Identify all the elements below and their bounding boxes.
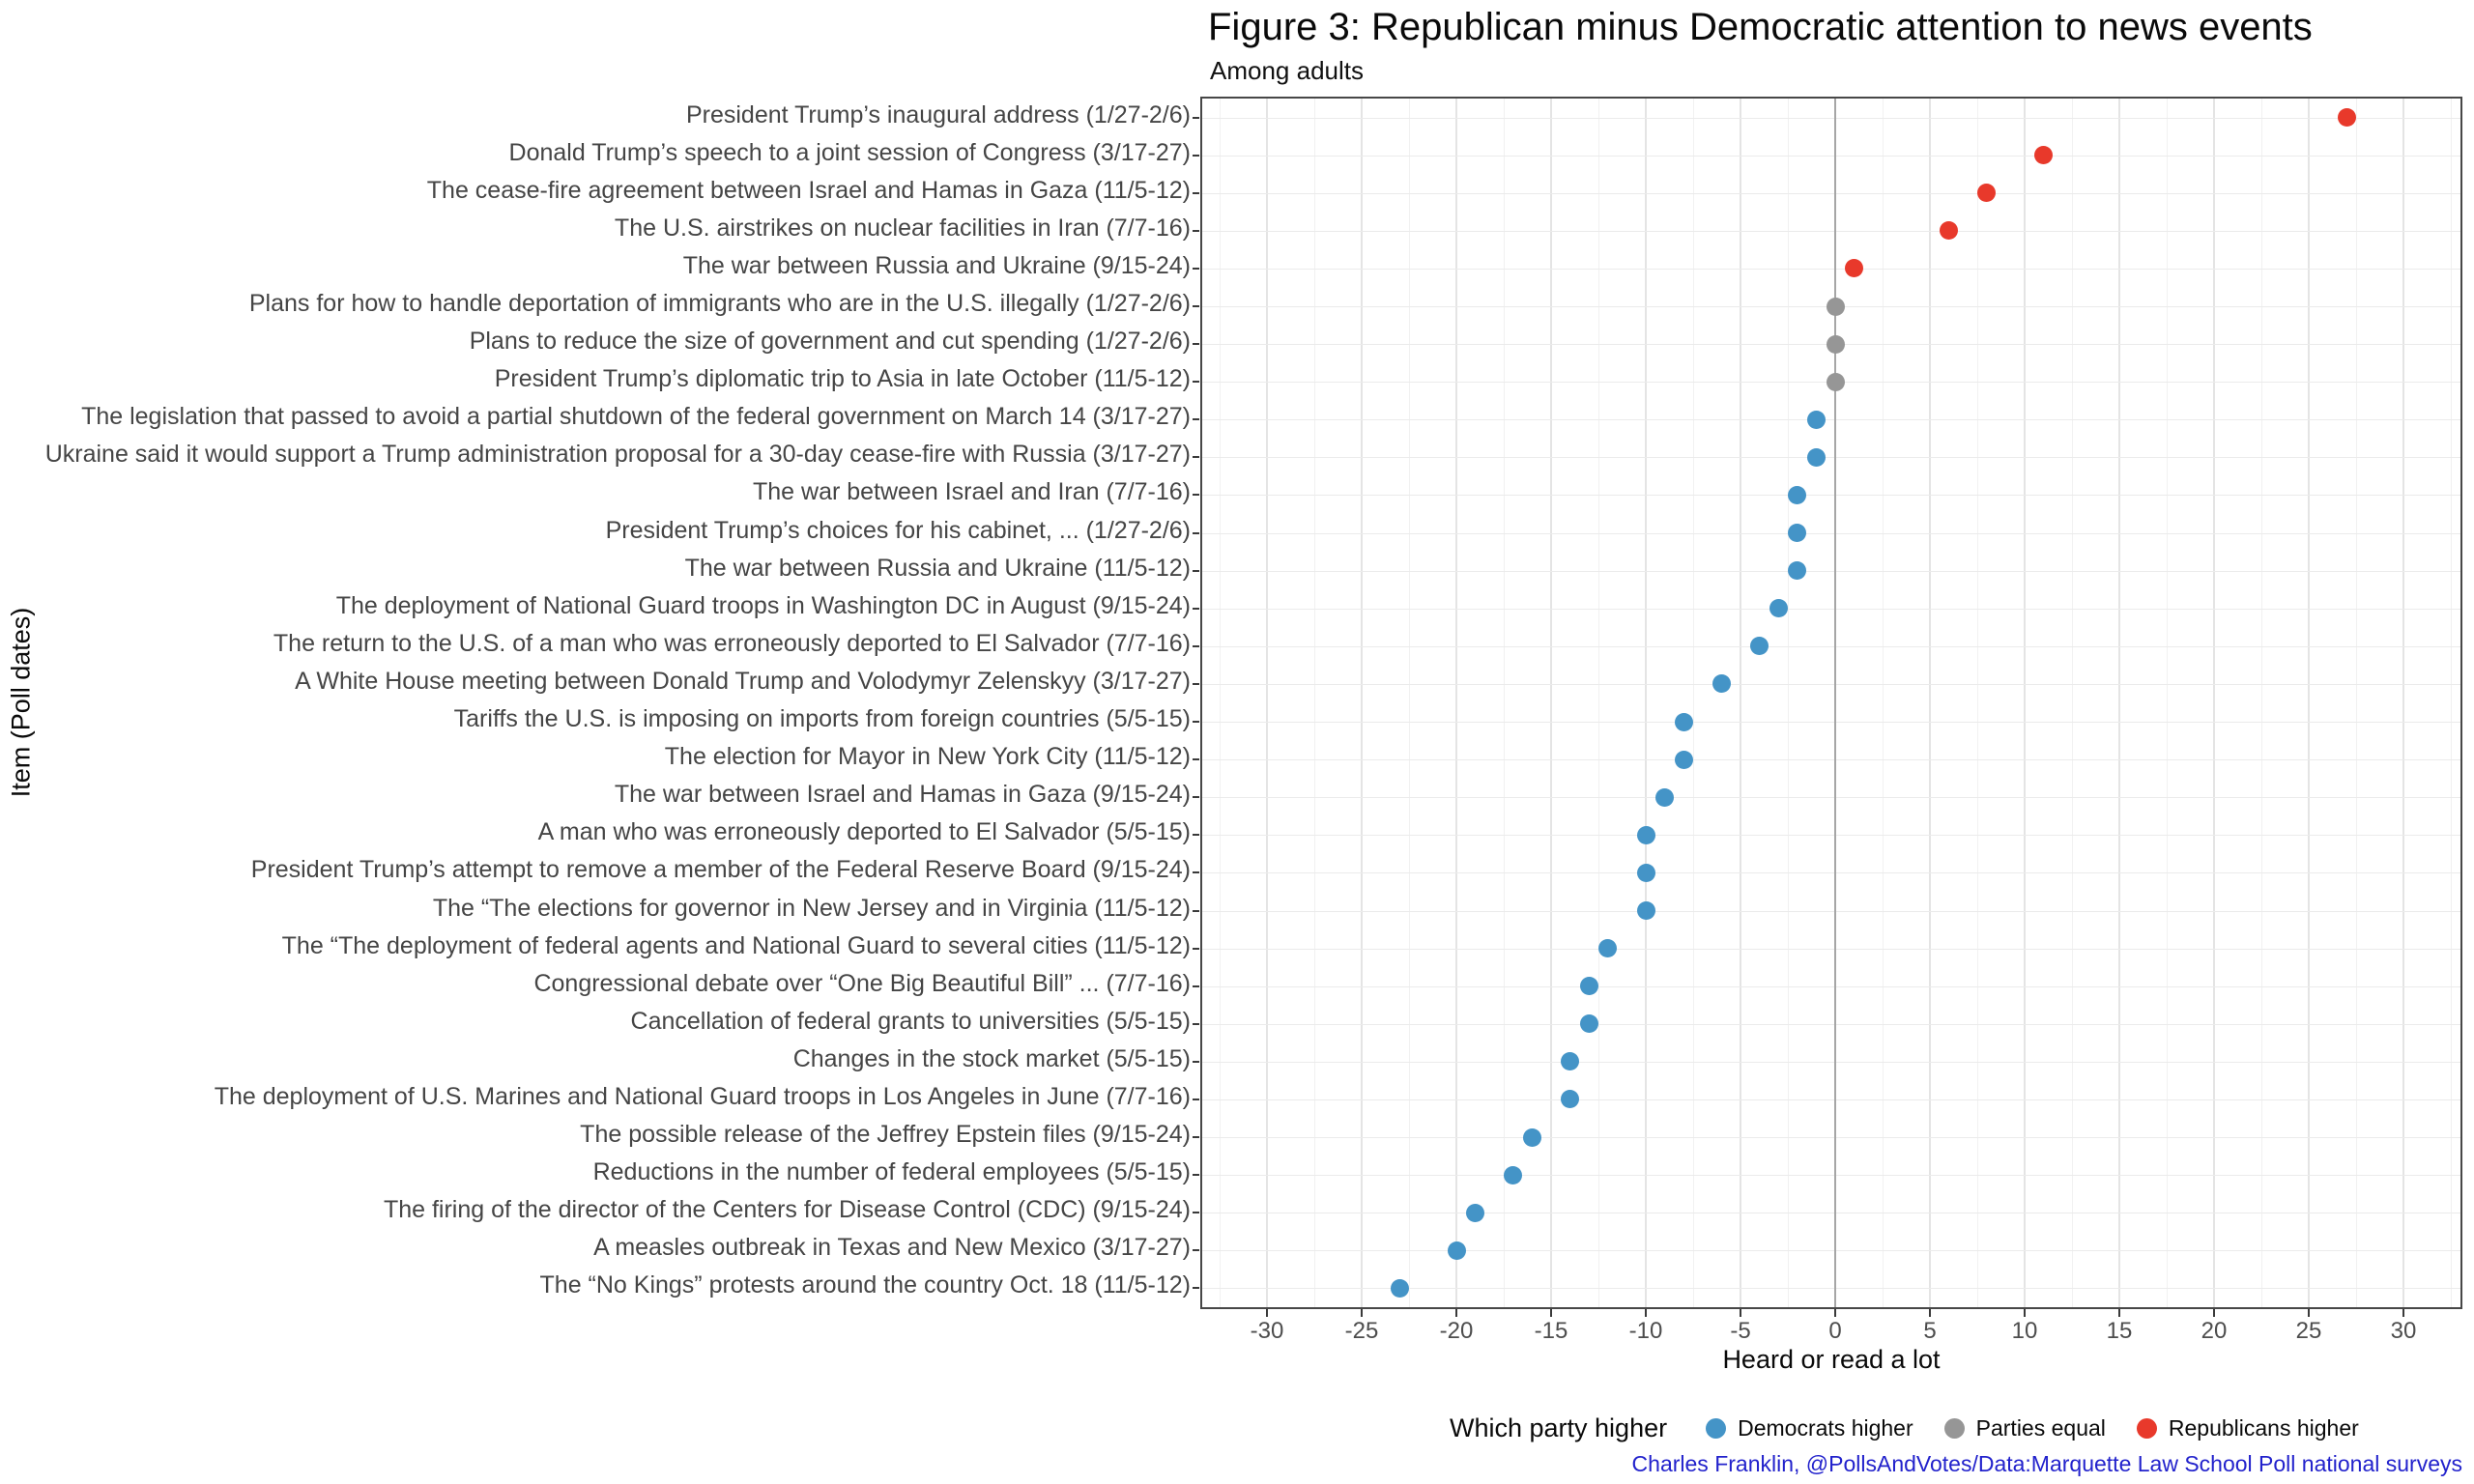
legend-label: Democrats higher: [1738, 1414, 1913, 1441]
data-point: [1807, 448, 1826, 467]
y-tick-mark: [1193, 494, 1199, 496]
item-label: The “The elections for governor in New Jersey and in Virginia (11/5-12): [432, 894, 1191, 922]
gridline-horizontal: [1202, 457, 2460, 458]
x-tick-label: 30: [2390, 1318, 2417, 1344]
data-point: [2338, 108, 2356, 127]
gridline-minor: [1220, 99, 1221, 1307]
gridline-horizontal: [1202, 419, 2460, 420]
y-tick-mark: [1193, 192, 1199, 194]
y-tick-mark: [1193, 1099, 1199, 1100]
y-tick-mark: [1193, 910, 1199, 912]
gridline-major: [2118, 99, 2120, 1307]
gridline-horizontal: [1202, 231, 2460, 232]
item-label: The “No Kings” protests around the country Oct. 18 (11/5-12): [539, 1271, 1191, 1299]
y-tick-mark: [1193, 1061, 1199, 1063]
gridline-major: [2213, 99, 2215, 1307]
gridline-minor: [2072, 99, 2073, 1307]
gridline-horizontal: [1202, 911, 2460, 912]
data-point: [1580, 977, 1598, 995]
x-tick-mark: [1834, 1309, 1836, 1317]
gridline-horizontal: [1202, 797, 2460, 798]
y-tick-mark: [1193, 683, 1199, 685]
data-point: [1788, 486, 1806, 504]
gridline-horizontal: [1202, 609, 2460, 610]
data-point: [1788, 524, 1806, 542]
item-label: The war between Israel and Hamas in Gaza (9/15-24): [614, 781, 1191, 809]
item-label: The war between Russia and Ukraine (9/15-24): [682, 251, 1191, 279]
legend-label: Parties equal: [1975, 1414, 2106, 1441]
gridline-major: [2402, 99, 2404, 1307]
x-tick-mark: [2308, 1309, 2310, 1317]
gridline-horizontal: [1202, 156, 2460, 157]
data-point: [1750, 637, 1769, 655]
gridline-horizontal: [1202, 1175, 2460, 1176]
y-tick-mark: [1193, 834, 1199, 836]
x-tick-mark: [2024, 1309, 2026, 1317]
data-point: [2034, 146, 2053, 164]
data-point: [1827, 373, 1845, 391]
x-tick-label: 25: [2295, 1318, 2322, 1344]
plot-panel: [1200, 97, 2462, 1309]
item-label: Plans to reduce the size of government and cut spending (1/27-2/6): [469, 328, 1191, 356]
x-tick-mark: [1455, 1309, 1457, 1317]
data-point: [1448, 1241, 1466, 1260]
data-point: [1712, 674, 1731, 693]
item-label: Tariffs the U.S. is imposing on imports from foreign countries (5/5-15): [453, 705, 1191, 733]
y-tick-mark: [1193, 645, 1199, 647]
zero-line: [1834, 99, 1836, 1307]
item-label: The firing of the director of the Centers for Disease Control (CDC) (9/15-24): [383, 1196, 1191, 1224]
data-point: [1561, 1052, 1579, 1070]
gridline-horizontal: [1202, 872, 2460, 873]
data-point: [1504, 1166, 1522, 1184]
y-tick-mark: [1193, 948, 1199, 950]
gridline-horizontal: [1202, 571, 2460, 572]
x-tick-mark: [1266, 1309, 1268, 1317]
y-tick-mark: [1193, 1287, 1199, 1289]
x-tick-label: -5: [1730, 1318, 1751, 1344]
gridline-major: [1645, 99, 1647, 1307]
item-label: The possible release of the Jeffrey Epstein files (9/15-24): [580, 1121, 1191, 1149]
data-point: [1845, 259, 1863, 277]
data-point: [1675, 751, 1693, 769]
gridline-horizontal: [1202, 759, 2460, 760]
y-tick-mark: [1193, 230, 1199, 232]
figure-title: Figure 3: Republican minus Democratic attention to news events: [1208, 6, 2313, 48]
y-tick-mark: [1193, 1136, 1199, 1138]
item-label: The election for Mayor in New York City (11/5-12): [664, 743, 1191, 771]
item-label: President Trump’s attempt to remove a member of the Federal Reserve Board (9/15-24): [250, 856, 1191, 884]
gridline-horizontal: [1202, 533, 2460, 534]
item-label: The return to the U.S. of a man who was erroneously deported to El Salvador (7/7-16): [273, 629, 1191, 657]
item-label: Cancellation of federal grants to universities (5/5-15): [630, 1007, 1191, 1035]
gridline-horizontal: [1202, 1099, 2460, 1100]
legend-dot-icon: [2137, 1418, 2157, 1439]
y-axis-title: Item (Poll dates): [6, 607, 36, 798]
y-tick-mark: [1193, 381, 1199, 383]
gridline-minor: [2451, 99, 2452, 1307]
gridline-minor: [1409, 99, 1410, 1307]
gridline-major: [1266, 99, 1268, 1307]
data-point: [1561, 1090, 1579, 1108]
x-tick-label: -15: [1534, 1318, 1568, 1344]
gridline-minor: [1314, 99, 1315, 1307]
x-tick-mark: [2402, 1309, 2404, 1317]
data-point: [1637, 826, 1655, 844]
y-tick-mark: [1193, 1249, 1199, 1251]
data-point: [1807, 411, 1826, 429]
x-tick-label: 10: [2011, 1318, 2038, 1344]
gridline-horizontal: [1202, 1024, 2460, 1025]
item-label: A White House meeting between Donald Trump and Volodymyr Zelenskyy (3/17-27): [295, 667, 1191, 695]
x-tick-mark: [1550, 1309, 1552, 1317]
legend-item: [1944, 1415, 2106, 1441]
x-axis-title: Heard or read a lot: [1722, 1345, 1941, 1374]
x-tick-mark: [1929, 1309, 1931, 1317]
gridline-horizontal: [1202, 835, 2460, 836]
gridline-horizontal: [1202, 118, 2460, 119]
gridline-minor: [1977, 99, 1978, 1307]
x-tick-label: -10: [1628, 1318, 1663, 1344]
item-label: The war between Israel and Iran (7/7-16): [752, 478, 1191, 506]
gridline-minor: [1788, 99, 1789, 1307]
caption: Charles Franklin, @PollsAndVotes/Data:Marquette Law School Poll national surveys: [1631, 1451, 2462, 1476]
x-tick-mark: [2213, 1309, 2215, 1317]
gridline-major: [1740, 99, 1741, 1307]
item-label: The “The deployment of federal agents and National Guard to several cities (11/5-12): [281, 931, 1191, 959]
gridline-horizontal: [1202, 269, 2460, 270]
x-tick-mark: [1361, 1309, 1363, 1317]
item-label: The deployment of U.S. Marines and National Guard troops in Los Angeles in June (7/7-16): [214, 1082, 1191, 1110]
y-tick-mark: [1193, 155, 1199, 157]
x-tick-label: -20: [1439, 1318, 1474, 1344]
item-label: The deployment of National Guard troops in Washington DC in August (9/15-24): [335, 591, 1191, 619]
item-label: President Trump’s inaugural address (1/27-2/6): [685, 100, 1191, 128]
gridline-horizontal: [1202, 1062, 2460, 1063]
gridline-horizontal: [1202, 986, 2460, 987]
x-tick-mark: [2118, 1309, 2120, 1317]
gridline-horizontal: [1202, 495, 2460, 496]
data-point: [1637, 901, 1655, 920]
gridline-horizontal: [1202, 193, 2460, 194]
data-point: [1466, 1204, 1484, 1222]
data-point: [1827, 335, 1845, 354]
x-tick-mark: [1645, 1309, 1647, 1317]
x-tick-mark: [1740, 1309, 1741, 1317]
gridline-major: [2024, 99, 2026, 1307]
y-tick-mark: [1193, 1212, 1199, 1213]
gridline-major: [2308, 99, 2310, 1307]
gridline-minor: [1504, 99, 1505, 1307]
y-tick-mark: [1193, 418, 1199, 420]
y-tick-mark: [1193, 721, 1199, 723]
x-tick-label: 5: [1923, 1318, 1937, 1344]
gridline-minor: [2356, 99, 2357, 1307]
y-tick-mark: [1193, 570, 1199, 572]
gridline-horizontal: [1202, 646, 2460, 647]
legend-item: [1706, 1415, 1913, 1441]
item-label: Donald Trump’s speech to a joint session of Congress (3/17-27): [508, 138, 1191, 166]
y-tick-mark: [1193, 305, 1199, 307]
item-label: Congressional debate over “One Big Beautiful Bill” ... (7/7-16): [533, 969, 1191, 997]
gridline-minor: [1693, 99, 1694, 1307]
gridline-major: [1455, 99, 1457, 1307]
y-tick-mark: [1193, 796, 1199, 798]
legend-item: [2137, 1415, 2359, 1441]
gridline-minor: [1883, 99, 1884, 1307]
gridline-horizontal: [1202, 1250, 2460, 1251]
legend-label: Republicans higher: [2168, 1414, 2359, 1441]
y-axis-labels: [0, 97, 1191, 1309]
data-point: [1637, 864, 1655, 882]
item-label: Ukraine said it would support a Trump administration proposal for a 30-day cease-fire with Russia (3/17-27): [44, 441, 1191, 469]
gridline-horizontal: [1202, 722, 2460, 723]
item-label: President Trump’s choices for his cabinet, ... (1/27-2/6): [605, 516, 1191, 544]
data-point: [1598, 939, 1617, 957]
legend-dot-icon: [1944, 1418, 1965, 1439]
y-tick-mark: [1193, 758, 1199, 760]
y-tick-mark: [1193, 985, 1199, 987]
y-tick-mark: [1193, 532, 1199, 534]
gridline-minor: [2167, 99, 2168, 1307]
gridline-major: [1550, 99, 1552, 1307]
y-tick-mark: [1193, 343, 1199, 345]
y-tick-mark: [1193, 268, 1199, 270]
y-tick-mark: [1193, 871, 1199, 873]
figure-subtitle: Among adults: [1210, 56, 1364, 85]
data-point: [1675, 713, 1693, 731]
item-label: Changes in the stock market (5/5-15): [792, 1044, 1191, 1072]
data-point: [1769, 599, 1788, 617]
gridline-major: [1361, 99, 1363, 1307]
item-label: The cease-fire agreement between Israel and Hamas in Gaza (11/5-12): [426, 176, 1191, 204]
x-tick-label: -30: [1250, 1318, 1284, 1344]
x-tick-label: 20: [2201, 1318, 2228, 1344]
gridline-major: [1929, 99, 1931, 1307]
gridline-horizontal: [1202, 684, 2460, 685]
data-point: [1977, 184, 1996, 202]
item-label: Reductions in the number of federal employees (5/5-15): [592, 1158, 1191, 1186]
y-tick-mark: [1193, 456, 1199, 458]
x-tick-label: -25: [1344, 1318, 1379, 1344]
legend: [1450, 1411, 2359, 1445]
item-label: The war between Russia and Ukraine (11/5-12): [684, 554, 1191, 582]
gridline-minor: [1598, 99, 1599, 1307]
legend-dot-icon: [1706, 1418, 1726, 1439]
data-point: [1523, 1128, 1541, 1147]
y-tick-mark: [1193, 1023, 1199, 1025]
y-tick-mark: [1193, 117, 1199, 119]
item-label: A measles outbreak in Texas and New Mexico (3/17-27): [593, 1234, 1191, 1262]
item-label: The U.S. airstrikes on nuclear facilities in Iran (7/7-16): [614, 214, 1191, 242]
data-point: [1391, 1279, 1409, 1298]
item-label: Plans for how to handle deportation of immigrants who are in the U.S. illegally (1/27-2/6): [248, 290, 1191, 318]
item-label: The legislation that passed to avoid a partial shutdown of the federal government on March 14 (3/17-27): [81, 403, 1191, 431]
data-point: [1827, 298, 1845, 316]
x-tick-label: 0: [1828, 1318, 1842, 1344]
gridline-horizontal: [1202, 949, 2460, 950]
x-tick-label: 15: [2106, 1318, 2133, 1344]
y-tick-mark: [1193, 1174, 1199, 1176]
gridline-horizontal: [1202, 1137, 2460, 1138]
data-point: [1655, 788, 1674, 807]
gridline-minor: [2261, 99, 2262, 1307]
data-point: [1940, 221, 1958, 240]
y-tick-mark: [1193, 608, 1199, 610]
item-label: President Trump’s diplomatic trip to Asia in late October (11/5-12): [494, 365, 1191, 393]
data-point: [1788, 561, 1806, 580]
data-point: [1580, 1014, 1598, 1033]
item-label: A man who was erroneously deported to El Salvador (5/5-15): [537, 818, 1191, 846]
legend-title: Which party higher: [1450, 1413, 1668, 1442]
